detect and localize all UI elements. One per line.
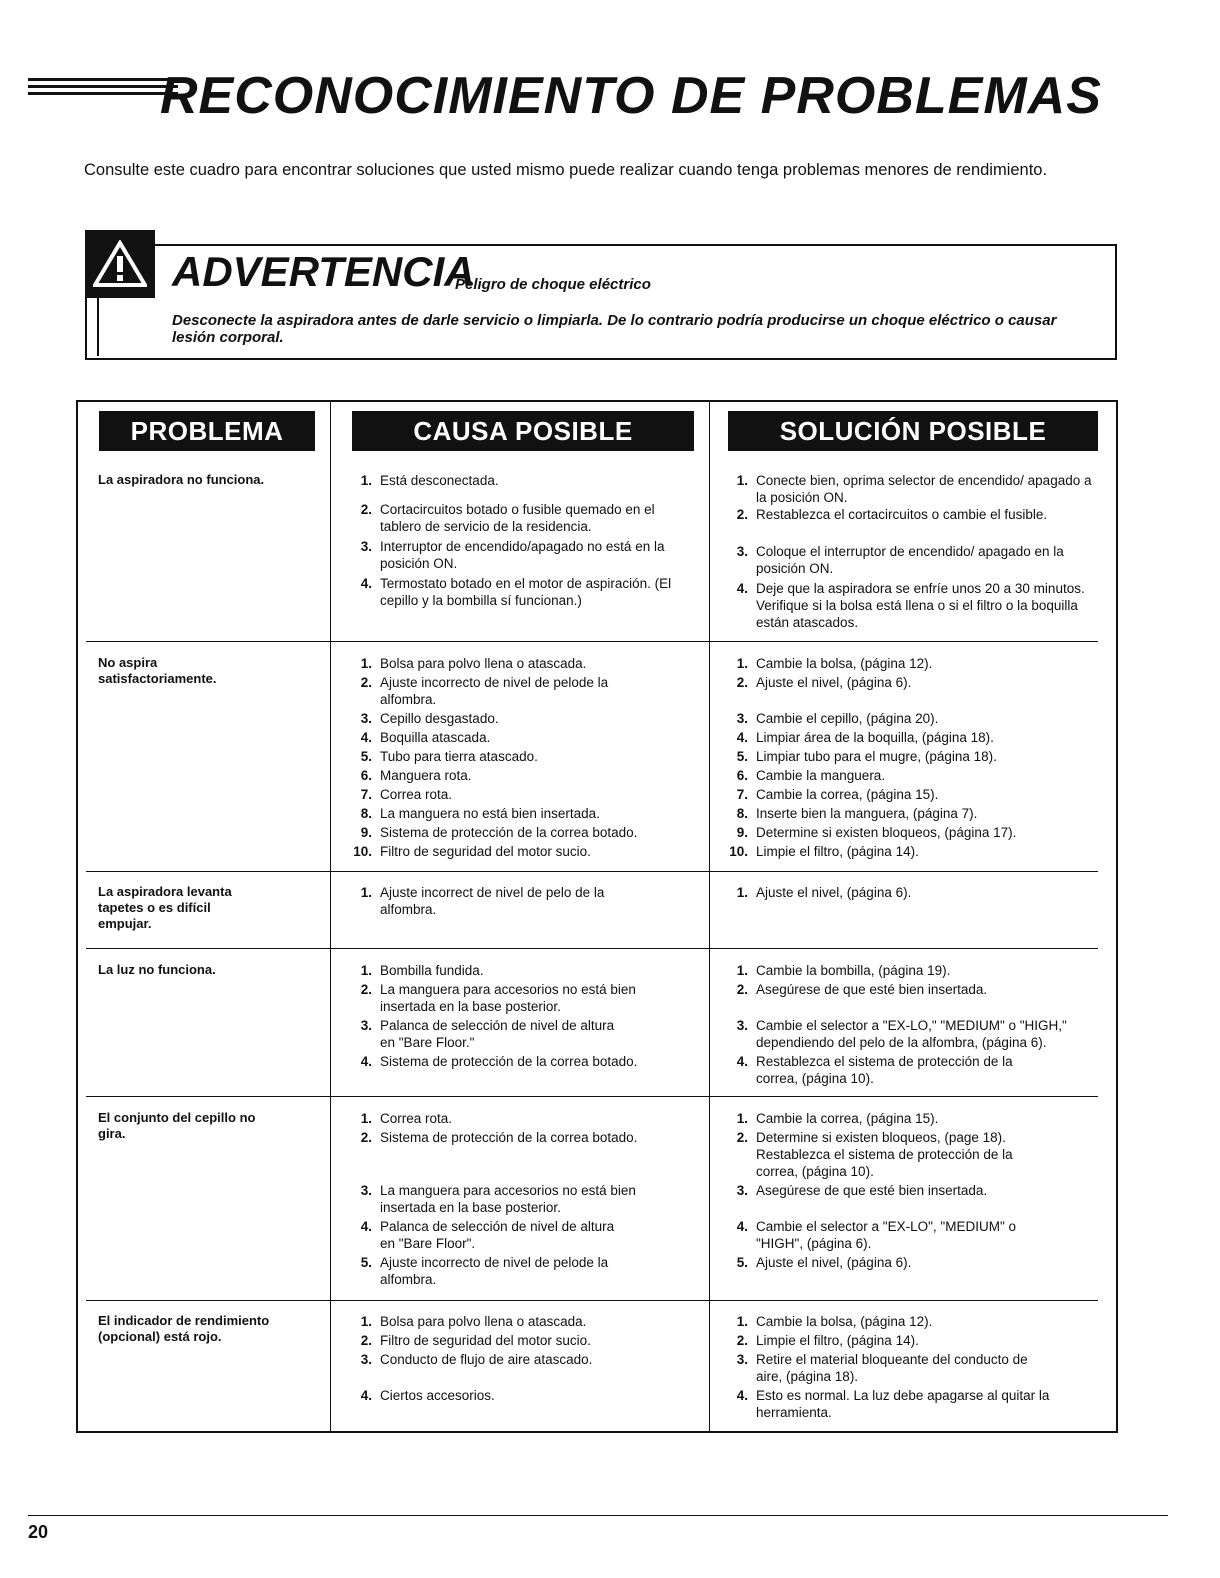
causes-4 [352, 962, 692, 1070]
list-item: 1. Cambie la correa, (página 15). [736, 1111, 939, 1126]
list-item: 3. Palanca de selección de nivel de altura en "Bare Floor." [360, 1018, 615, 1050]
list-item: 2. Restablezca el cortacircuitos o cambie el fusible. [736, 507, 1048, 522]
list-item: 1. Correa rota. [360, 1111, 453, 1126]
header-problema: PROBLEMA [99, 411, 315, 451]
warning-title: ADVERTENCIA [172, 248, 475, 295]
causes-1 [352, 472, 692, 609]
list-item: 6. Cambie la manguera. [736, 768, 886, 783]
list-item: 4. Sistema de protección de la correa botado. [360, 1054, 638, 1069]
column-divider [330, 402, 331, 1432]
warning-icon [85, 230, 155, 298]
solutions-5 [728, 1110, 1098, 1271]
list-item: 8. La manguera no está bien insertada. [360, 806, 600, 821]
solutions-1 [728, 472, 1098, 631]
list-item: 9. Determine si existen bloqueos, (página 17). [736, 825, 1017, 840]
list-item: 4. Deje que la aspiradora se enfríe unos 20 a 30 minutos. Verifique si la bolsa está llena o si el filtro o la boquilla están atascados. [736, 581, 1085, 630]
list-item: 3. Asegúrese de que esté bien insertada. [736, 1183, 988, 1198]
list-item: 6. Manguera rota. [360, 768, 472, 783]
list-item: 10. Filtro de seguridad del motor sucio. [353, 844, 591, 859]
list-item: 4. Esto es normal. La luz debe apagarse al quitar la herramienta. [736, 1388, 1050, 1420]
list-item: 2. Ajuste el nivel, (página 6). [736, 675, 912, 690]
solutions-2 [728, 655, 1098, 860]
list-item: 5. Tubo para tierra atascado. [360, 749, 538, 764]
list-item: 1. Ajuste incorrect de nivel de pelo de la alfombra. [360, 885, 605, 917]
column-divider [709, 402, 710, 1432]
problem-5: El conjunto del cepillo no gira. [98, 1110, 256, 1141]
row-divider [86, 1300, 1098, 1301]
list-item: 5. Ajuste el nivel, (página 6). [736, 1255, 912, 1270]
list-item: 2. Filtro de seguridad del motor sucio. [360, 1333, 591, 1348]
list-item: 4. Palanca de selección de nivel de altura en "Bare Floor". [360, 1219, 615, 1251]
problem-1: La aspiradora no funciona. [98, 472, 265, 487]
list-item: 1. Cambie la bombilla, (página 19). [736, 963, 951, 978]
problem-3: La aspiradora levanta tapetes o es difícil empujar. [98, 884, 232, 931]
list-item: 5. Ajuste incorrecto de nivel de pelode la alfombra. [360, 1255, 609, 1287]
list-item: 9. Sistema de protección de la correa botado. [360, 825, 638, 840]
list-item: 3. Conducto de flujo de aire atascado. [360, 1352, 593, 1367]
solutions-4 [728, 962, 1110, 1087]
list-item: 4. Ciertos accesorios. [360, 1388, 495, 1403]
causes-3 [352, 884, 612, 918]
header-solucion: SOLUCIÓN POSIBLE [728, 411, 1098, 451]
list-item: 4. Limpiar área de la boquilla, (página 18). [736, 730, 994, 745]
list-item: 1. Bolsa para polvo llena o atascada. [360, 656, 587, 671]
list-item: 3. La manguera para accesorios no está bien insertada en la base posterior. [360, 1183, 636, 1215]
list-item: 2. Cortacircuitos botado o fusible quemado en el tablero de servicio de la residencia. [360, 502, 655, 534]
row-divider [86, 871, 1098, 872]
warning-text: Desconecte la aspiradora antes de darle servicio o limpiarla. De lo contrario podría producirse un choque eléctrico o causar lesión corporal. [172, 312, 1057, 346]
list-item: 2. La manguera para accesorios no está bien insertada en la base posterior. [360, 982, 636, 1014]
list-item: 2. Limpie el filtro, (página 14). [736, 1333, 919, 1348]
warning-bar [97, 298, 99, 356]
list-item: 5. Limpiar tubo para el mugre, (página 18). [736, 749, 997, 764]
list-item: 1. Ajuste el nivel, (página 6). [736, 885, 912, 900]
list-item: 3. Cepillo desgastado. [360, 711, 499, 726]
list-item: 3. Cambie el selector a "EX-LO," "MEDIUM" o "HIGH," dependiendo del pelo de la alfombra, (página 6). [736, 1018, 1067, 1050]
list-item: 1. Cambie la bolsa, (página 12). [736, 1314, 933, 1329]
problem-4: La luz no funciona. [98, 962, 216, 977]
problem-6: El indicador de rendimiento (opcional) está rojo. [98, 1313, 270, 1344]
list-item: 4. Cambie el selector a "EX-LO", "MEDIUM" o "HIGH", (página 6). [736, 1219, 1016, 1251]
list-item: 8. Inserte bien la manguera, (página 7). [736, 806, 978, 821]
list-item: 7. Cambie la correa, (página 15). [736, 787, 939, 802]
list-item: 3. Coloque el interruptor de encendido/ apagado en la posición ON. [736, 544, 1064, 576]
problem-2: No aspira satisfactoriamente. [98, 655, 217, 686]
list-item: 3. Interruptor de encendido/apagado no está en la posición ON. [360, 539, 665, 571]
list-item: 1. Bombilla fundida. [360, 963, 484, 978]
list-item: 4. Restablezca el sistema de protección de la correa, (página 10). [736, 1054, 1013, 1086]
title-decoration [28, 78, 178, 100]
intro-text: Consulte este cuadro para encontrar soluciones que usted mismo puede realizar cuando tenga problemas menores de rendimiento. [84, 161, 1048, 179]
list-item: 1. Está desconectada. [360, 473, 499, 488]
page-title: RECONOCIMIENTO DE PROBLEMAS [160, 67, 1102, 125]
row-divider [86, 641, 1098, 642]
header-causa: CAUSA POSIBLE [352, 411, 694, 451]
list-item: 1. Cambie la bolsa, (página 12). [736, 656, 933, 671]
list-item: 4. Boquilla atascada. [360, 730, 491, 745]
list-item: 2. Determine si existen bloqueos, (page 18). Restablezca el sistema de protección de la correa, (página 10). [736, 1130, 1013, 1179]
page-number: 20 [28, 1522, 49, 1542]
list-item: 2. Asegúrese de que esté bien insertada. [736, 982, 988, 997]
footer-rule [28, 1515, 1168, 1516]
list-item: 2. Ajuste incorrecto de nivel de pelode la alfombra. [360, 675, 609, 707]
row-divider [86, 1096, 1098, 1097]
causes-2 [352, 655, 692, 860]
list-item: 3. Cambie el cepillo, (página 20). [736, 711, 939, 726]
list-item: 4. Termostato botado en el motor de aspiración. (El cepillo y la bombilla sí funcionan.) [360, 576, 672, 608]
list-item: 10. Limpie el filtro, (página 14). [729, 844, 919, 859]
solutions-3 [728, 884, 1098, 901]
list-item: 7. Correa rota. [360, 787, 453, 802]
warning-subtitle: Peligro de choque eléctrico [455, 276, 651, 293]
causes-5 [352, 1110, 692, 1288]
solutions-6 [728, 1313, 1098, 1421]
list-item: 1. Bolsa para polvo llena o atascada. [360, 1314, 587, 1329]
row-divider [86, 948, 1098, 949]
causes-6 [352, 1313, 692, 1404]
list-item: 1. Conecte bien, oprima selector de encendido/ apagado a la posición ON. [736, 473, 1092, 505]
list-item: 3. Retire el material bloqueante del conducto de aire, (página 18). [736, 1352, 1028, 1384]
list-item: 2. Sistema de protección de la correa botado. [360, 1130, 638, 1145]
